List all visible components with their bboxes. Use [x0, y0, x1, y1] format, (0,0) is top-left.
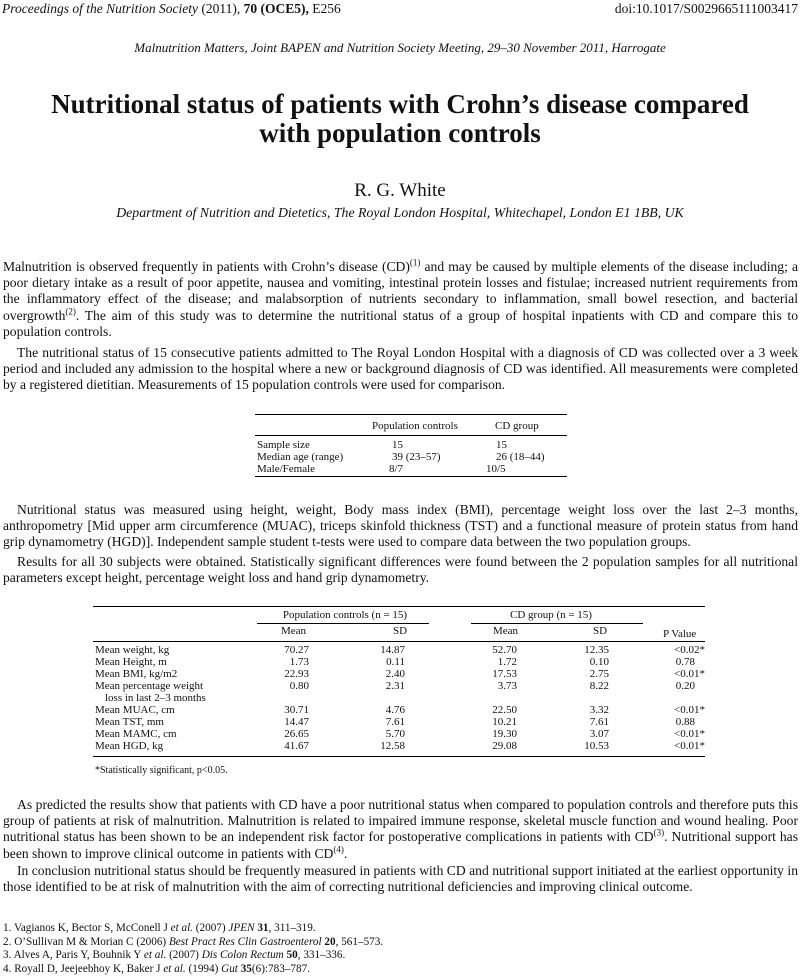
p2-text: The nutritional status of 15 consecutive patients admitted to The Royal London Hospital with a diagnosis of CD was collected over a 3 week period and included any admission to the hospital where a new or background diagnosis of CD was identified. All measurements were completed by a registered dietitian. Measurements of 15 population controls were used for comparison. [3, 345, 798, 393]
paragraph-measurements [3, 502, 798, 551]
reference-item: 3. Alves A, Paris Y, Bouhnik Y et al. (2007) Dis Colon Rectum 50, 331–336. [3, 949, 346, 962]
t2-row-cd-mean: 17.53 [492, 668, 517, 680]
t2-row-pop-mean: 22.93 [284, 668, 309, 680]
t2-row-pop-sd: 12.58 [380, 740, 405, 752]
reference-item: 4. Royall D, Jeejeebhoy K, Baker J et al. (1994) Gut 35(6):783–787. [3, 962, 310, 975]
t2-row-label: Mean percentage weight [95, 680, 204, 692]
demographics-table [255, 414, 567, 475]
t2-row-pop-sd: 2.31 [385, 680, 405, 692]
t2-row-pop-sd: 5.70 [385, 728, 405, 740]
t2-row-label: Mean BMI, kg/m2 [95, 668, 178, 680]
t2-row-cd-sd: 12.35 [584, 644, 609, 656]
p1-text-c: . The aim of this study was to determine the nutritional status of a group of hospital inpatients with CD and compare this to population controls. [3, 307, 798, 339]
t2-row-cd-sd: 3.07 [589, 728, 609, 740]
t2-row-pvalue: 0.20 [675, 680, 695, 692]
t2-row-label: Mean TST, mm [95, 716, 164, 728]
t2-row-label: Mean MUAC, cm [95, 704, 175, 716]
paragraph-intro [3, 259, 798, 340]
t2-sub-sd-cd: SD [593, 625, 608, 637]
t2-row-pop-sd: 14.87 [380, 644, 405, 656]
t2-row-pop-sd: 0.11 [386, 656, 405, 668]
t2-row-pop-mean: 41.67 [284, 740, 309, 752]
t2-row-pop-mean: 1.73 [289, 656, 309, 668]
t2-row-cd-sd: 10.53 [584, 740, 609, 752]
t1-header-cd: CD group [495, 420, 539, 432]
t2-row-pvalue: <0.01* [674, 668, 705, 680]
t2-row-pop-mean: 14.47 [284, 716, 309, 728]
p6-text: In conclusion nutritional status should be frequently measured in patients with CD and nutritional support initiated at the earliest opportunity in those identified to be at risk of malnutrition with the aim of correcting nutritional deficiencies and improving clinical outcome. [3, 863, 798, 895]
t1-row-cd: 26 (18–44) [496, 451, 545, 463]
reference-list [3, 922, 383, 976]
t2-sub-mean-cd: Mean [493, 625, 519, 637]
table-footnote: *Statistically significant, p<0.05. [95, 765, 228, 776]
t2-row-pvalue: <0.01* [674, 740, 705, 752]
t2-row-cd-sd: 8.22 [589, 680, 609, 692]
citation-1: (1) [409, 257, 421, 268]
t2-sub-pvalue: P Value [663, 628, 697, 640]
journal-page: E256 [312, 1, 341, 16]
t2-group-header-cd: CD group (n = 15) [510, 609, 592, 621]
citation-2: (2) [65, 306, 76, 317]
t2-row-cd-mean: 10.21 [492, 716, 517, 728]
t2-row-cd-mean: 3.73 [497, 680, 517, 692]
t2-row-pop-sd: 4.76 [385, 704, 405, 716]
t1-row-pop: 15 [392, 439, 403, 451]
journal-header [2, 1, 341, 17]
t2-row-cd-sd: 3.32 [589, 704, 609, 716]
t2-sub-mean-pop: Mean [281, 625, 307, 637]
t2-row-cd-mean: 52.70 [492, 644, 517, 656]
doi: doi:10.1017/S0029665111003417 [614, 1, 798, 16]
reference-item: 2. O’Sullivan M & Morian C (2006) Best Pract Res Clin Gastroenterol 20, 561–573. [3, 935, 384, 948]
paragraph-discussion [3, 797, 798, 862]
t1-row-label: Sample size [257, 439, 310, 451]
t2-row-pvalue: <0.02* [674, 644, 705, 656]
t2-row-cd-mean: 19.30 [492, 728, 517, 740]
t2-row-cd-sd: 7.61 [589, 716, 609, 728]
t2-row-pvalue: 0.88 [675, 716, 695, 728]
t1-row-pop: 8/7 [389, 463, 404, 475]
t1-row-label: Male/Female [257, 463, 316, 475]
t2-sub-sd-pop: SD [393, 625, 408, 637]
t1-row-label: Median age (range) [257, 451, 344, 463]
t2-row-label-cont: loss in last 2–3 months [105, 692, 206, 704]
t2-row-pop-sd: 2.40 [385, 668, 405, 680]
t1-row-cd: 10/5 [486, 463, 506, 475]
citation-3: (3) [653, 827, 665, 838]
p1-text-b: and may be caused by multiple elements of the disease including; a poor dietary intake as a result of poor appetite, nausea and vomiting, intestinal protein losses and fistulae; increased nutrient requirements from the inflammatory effect of the disease; and malabsorption of nutrients secondary to inflammation, small bowel resection, and bacterial overgrowth [3, 259, 798, 323]
author: R. G. White [354, 180, 446, 201]
p5-text-a: As predicted the results show that patients with CD have a poor nutritional status when compared to population controls and therefore puts this group of patients at risk of malnutrition. Malnutrition is related to impaired immune response, skeletal muscle function and wound healing. Poor nutritional status has been shown to be an independent risk factor for postoperative complications in patients with CD [3, 797, 798, 845]
t2-row-label: Mean Height, m [95, 656, 167, 668]
t1-row-pop: 39 (23–57) [392, 451, 441, 463]
journal-volume: 70 [243, 1, 258, 16]
t2-row-cd-sd: 2.75 [589, 668, 609, 680]
paragraph-conclusion [3, 863, 798, 895]
t2-row-pop-mean: 0.80 [289, 680, 309, 692]
p4-text: Results for all 30 subjects were obtained. Statistically significant differences were found between the 2 population samples for all nutritional parameters except height, percentage weight loss and hand grip dynamometry. [3, 554, 798, 586]
paragraph-results [3, 554, 798, 586]
p5-text-b: . Nutritional support has been shown to improve clinical outcome in patients with CD [3, 829, 798, 861]
affiliation: Department of Nutrition and Dietetics, The Royal London Hospital, Whitechapel, London E1 1BB, UK [116, 205, 684, 220]
t2-row-cd-sd: 0.10 [589, 656, 609, 668]
paragraph-methods [3, 345, 798, 394]
t2-row-pvalue: <0.01* [674, 704, 705, 716]
t2-row-pvalue: 0.78 [675, 656, 695, 668]
p5-text-c: . [343, 845, 348, 861]
article-title [20, 90, 780, 148]
title-line-2: with population controls [259, 118, 541, 148]
p3-text: Nutritional status was measured using height, weight, Body mass index (BMI), percentage weight loss over the last 2–3 months, anthropometry [Mid upper arm circumference (MUAC), triceps skinfold thickness (TST) and a functional measure of protein status from hand grip dynamometry (HGD)]. Independent sample student t-tests were used to compare data between the two population groups. [3, 502, 798, 550]
journal-year: (2011), [201, 1, 241, 16]
journal-issue: (OCE5), [260, 1, 309, 16]
t2-row-cd-mean: 1.72 [497, 656, 517, 668]
p1-text-a: Malnutrition is observed frequently in patients with Crohn’s disease (CD) [3, 259, 410, 274]
t2-row-pop-sd: 7.61 [385, 716, 405, 728]
t2-row-label: Mean MAMC, cm [95, 728, 177, 740]
t2-row-pvalue: <0.01* [674, 728, 705, 740]
citation-4: (4) [333, 844, 344, 855]
reference-item: 1. Vagianos K, Bector S, McConell J et al. (2007) JPEN 31, 311–319. [3, 922, 316, 934]
meeting-line: Malnutrition Matters, Joint BAPEN and Nutrition Society Meeting, 29–30 November 2011, Harrogate [134, 40, 666, 55]
t2-row-pop-mean: 70.27 [284, 644, 309, 656]
t1-row-cd: 15 [496, 439, 507, 451]
t2-row-cd-mean: 22.50 [492, 704, 517, 716]
journal-name: Proceedings of the Nutrition Society [2, 1, 198, 16]
t2-row-pop-mean: 30.71 [284, 704, 309, 716]
t2-row-label: Mean weight, kg [95, 644, 170, 656]
nutrition-results-table [93, 606, 705, 764]
t2-row-label: Mean HGD, kg [95, 740, 164, 752]
title-line-1: Nutritional status of patients with Crohn’s disease compared [51, 89, 749, 119]
t2-row-cd-mean: 29.08 [492, 740, 517, 752]
t2-row-pop-mean: 26.65 [284, 728, 309, 740]
t1-header-pop: Population controls [372, 420, 458, 432]
t2-group-header-pop: Population controls (n = 15) [282, 609, 408, 621]
